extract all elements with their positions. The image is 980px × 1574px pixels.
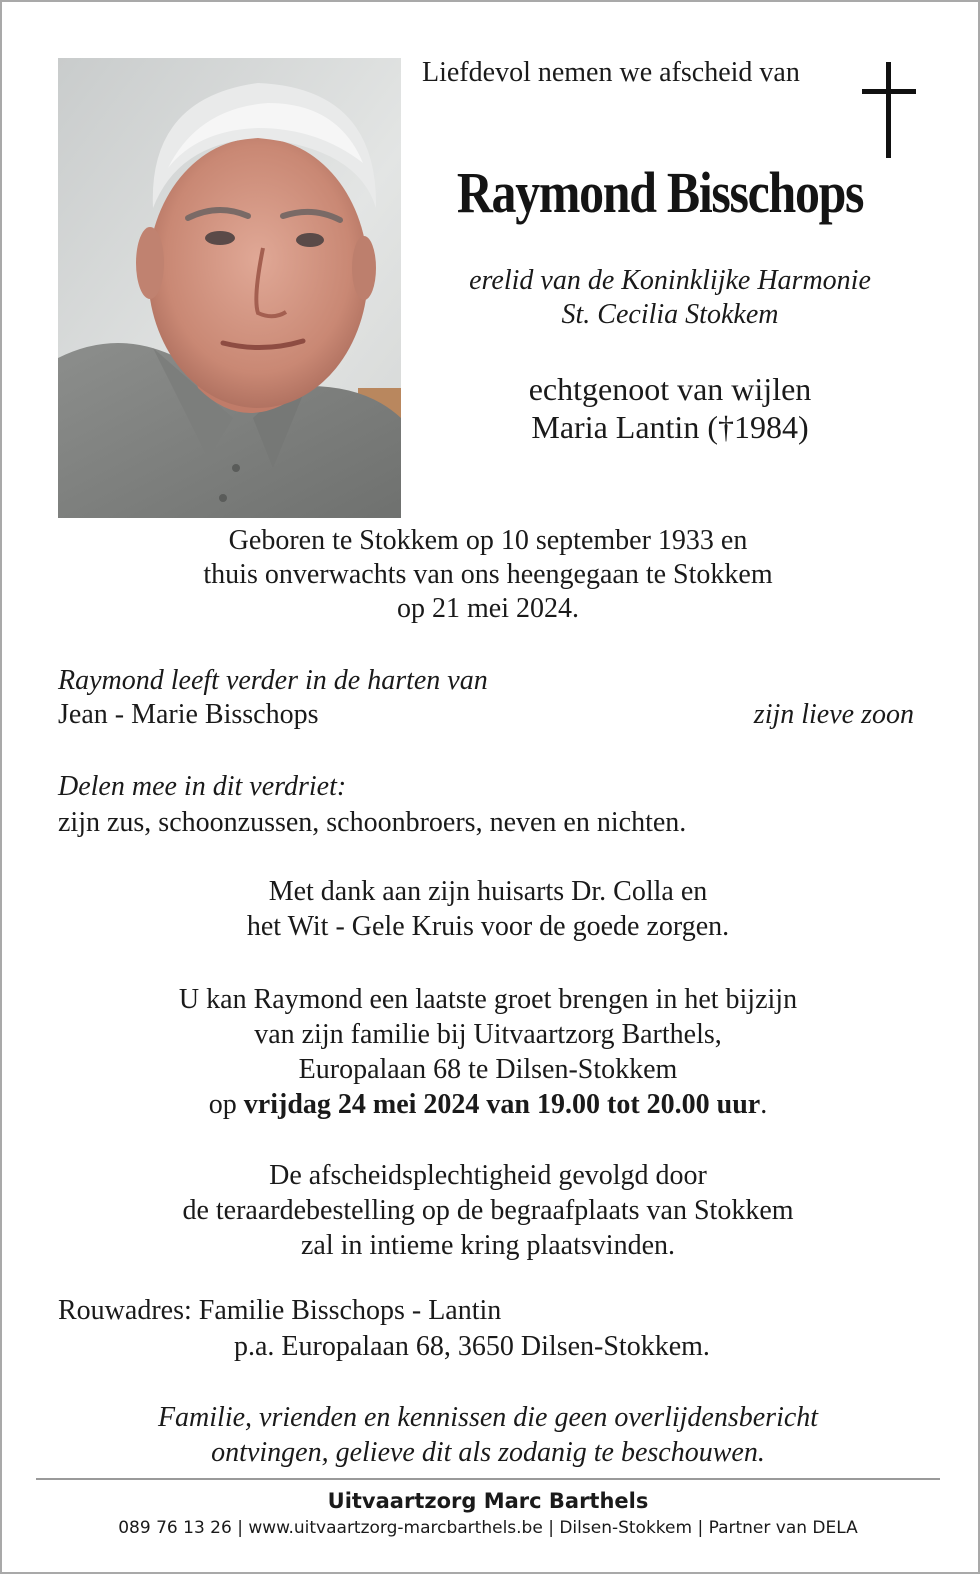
visitation-info — [40, 982, 936, 1122]
honor-membership — [420, 264, 920, 332]
son-name: Jean - Marie Bisschops — [58, 699, 319, 730]
note-line-2: ontvingen, gelieve dit als zodanig te beschouwen. — [211, 1437, 765, 1468]
intro-text: Liefdevol nemen we afscheid van — [422, 57, 800, 88]
ceremony-line-2: de teraardebestelling op de begraafplaats van Stokkem — [182, 1195, 794, 1226]
thanks-text — [40, 874, 936, 944]
sharing-intro: Delen mee in dit verdriet: — [58, 771, 347, 802]
honor-line-2: St. Cecilia Stokkem — [561, 299, 779, 330]
visit-line-4 — [40, 1087, 936, 1122]
ceremony-line-3: zal in intieme kring plaatsvinden. — [300, 1230, 675, 1261]
honor-line-1: erelid van de Koninklijke Harmonie — [469, 265, 871, 296]
birth-line-3: op 21 mei 2024. — [397, 593, 579, 624]
visit-datetime: vrijdag 24 mei 2024 van 19.00 tot 20.00 uur — [243, 1089, 761, 1120]
mourning-address-line-2: p.a. Europalaan 68, 3650 Dilsen-Stokkem. — [234, 1331, 710, 1362]
visit-line-3: Europalaan 68 te Dilsen-Stokkem — [298, 1054, 678, 1085]
cross-icon — [860, 60, 918, 160]
visit-line-2: van zijn familie bij Uitvaartzorg Barthels, — [254, 1019, 722, 1050]
birth-line-1: Geboren te Stokkem op 10 september 1933 en — [228, 525, 748, 556]
family-intro: Raymond leeft verder in de harten van — [58, 665, 488, 696]
birth-line-2: thuis onverwachts van ons heengegaan te Stokkem — [203, 559, 773, 590]
note-line-1: Familie, vrienden en kennissen die geen overlijdensbericht — [157, 1402, 819, 1433]
visit-line-4-suffix: . — [760, 1089, 768, 1120]
footer-title: Uitvaartzorg Marc Barthels — [327, 1489, 649, 1513]
portrait-photo — [58, 58, 401, 518]
thanks-line-1: Met dank aan zijn huisarts Dr. Colla en — [268, 876, 708, 907]
son-relation: zijn lieve zoon — [753, 699, 914, 730]
spouse-line-2: Maria Lantin (†1984) — [531, 409, 809, 445]
ceremony-line-1: De afscheidsplechtigheid gevolgd door — [269, 1160, 707, 1191]
footer-contact-info: 089 76 13 26 | www.uitvaartzorg-marcbarthels.be | Dilsen-Stokkem | Partner van DELA — [118, 1518, 858, 1538]
spouse-info — [420, 370, 920, 446]
visit-line-4-prefix: op — [208, 1089, 244, 1120]
thanks-line-2: het Wit - Gele Kruis voor de goede zorgen. — [246, 911, 730, 942]
birth-death-info — [40, 524, 936, 626]
notice-note — [40, 1400, 936, 1470]
spouse-line-1: echtgenoot van wijlen — [528, 371, 812, 407]
visit-line-1: U kan Raymond een laatste groet brengen in het bijzijn — [178, 984, 798, 1015]
ceremony-info — [40, 1158, 936, 1263]
sharing-text: zijn zus, schoonzussen, schoonbroers, neven en nichten. — [58, 807, 687, 838]
deceased-name: Raymond Bisschops — [456, 160, 864, 225]
mourning-address-line-1: Rouwadres: Familie Bisschops - Lantin — [58, 1295, 502, 1326]
footer-divider — [36, 1478, 940, 1480]
